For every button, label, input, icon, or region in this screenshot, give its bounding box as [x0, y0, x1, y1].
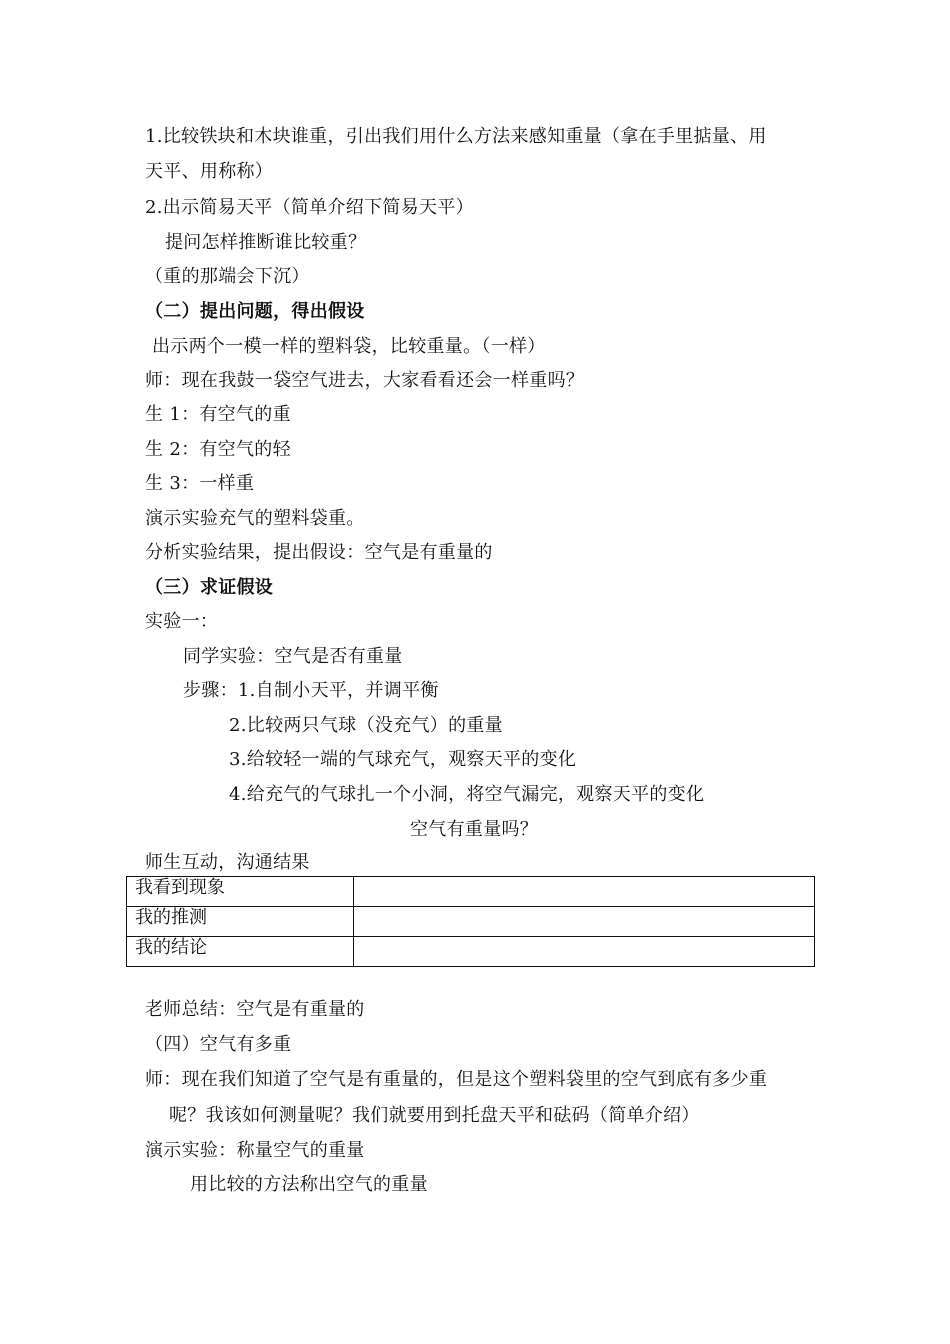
- paragraph-9: 生 3：一样重: [145, 473, 255, 494]
- paragraph-11: 分析实验结果，提出假设：空气是有重量的: [145, 542, 493, 563]
- paragraph-7: 生 1：有空气的重: [145, 404, 291, 425]
- table-cell-label: 我的结论: [127, 937, 354, 967]
- paragraph-20: 老师总结：空气是有重量的: [145, 999, 365, 1020]
- table-cell-label: 我看到现象: [127, 877, 354, 907]
- table-cell-value: [354, 937, 815, 967]
- paragraph-18: 空气有重量吗？: [410, 819, 539, 840]
- paragraph-23: 用比较的方法称出空气的重量: [190, 1174, 428, 1195]
- paragraph-21-line-1: 师：现在我们知道了空气是有重量的，但是这个塑料袋里的空气到底有多少重: [145, 1069, 768, 1090]
- paragraph-21-line-2: 呢？我该如何测量呢？我们就要用到托盘天平和砝码（简单介绍）: [169, 1105, 700, 1126]
- paragraph-5: 出示两个一模一样的塑料袋，比较重量。（一样）: [152, 336, 546, 357]
- paragraph-14: 步骤：1.自制小天平，并调平衡: [183, 680, 439, 701]
- paragraph-4: （重的那端会下沉）: [145, 266, 310, 287]
- table-row: [127, 907, 815, 937]
- section-heading-2: （二）提出问题，得出假设: [145, 301, 365, 322]
- paragraph-2: 2.出示简易天平（简单介绍下简易天平）: [145, 197, 474, 218]
- paragraph-15: 2.比较两只气球（没充气）的重量: [229, 715, 503, 736]
- paragraph-6: 师：现在我鼓一袋空气进去，大家看看还会一样重吗？: [145, 370, 585, 391]
- paragraph-13: 同学实验：空气是否有重量: [183, 646, 403, 667]
- section-heading-3: （三）求证假设: [145, 577, 274, 598]
- paragraph-1-line-1: 1.比较铁块和木块谁重，引出我们用什么方法来感知重量（拿在手里掂量、用: [145, 126, 767, 147]
- table-cell-label: 我的推测: [127, 907, 354, 937]
- table-cell-value: [354, 877, 815, 907]
- paragraph-8: 生 2：有空气的轻: [145, 439, 291, 460]
- observation-table: [126, 876, 815, 967]
- table-row: [127, 877, 815, 907]
- paragraph-16: 3.给较轻一端的气球充气，观察天平的变化: [229, 749, 577, 770]
- paragraph-22: 演示实验：称量空气的重量: [145, 1140, 365, 1161]
- paragraph-10: 演示实验充气的塑料袋重。: [145, 508, 365, 529]
- paragraph-17: 4.给充气的气球扎一个小洞，将空气漏完，观察天平的变化: [229, 784, 705, 805]
- section-heading-4: （四）空气有多重: [145, 1034, 292, 1055]
- paragraph-19: 师生互动，沟通结果: [145, 852, 310, 873]
- paragraph-3: 提问怎样推断谁比较重？: [165, 232, 367, 253]
- paragraph-12: 实验一：: [145, 611, 219, 632]
- table-row: [127, 937, 815, 967]
- table-cell-value: [354, 907, 815, 937]
- paragraph-1-line-2: 天平、用称称）: [145, 161, 274, 182]
